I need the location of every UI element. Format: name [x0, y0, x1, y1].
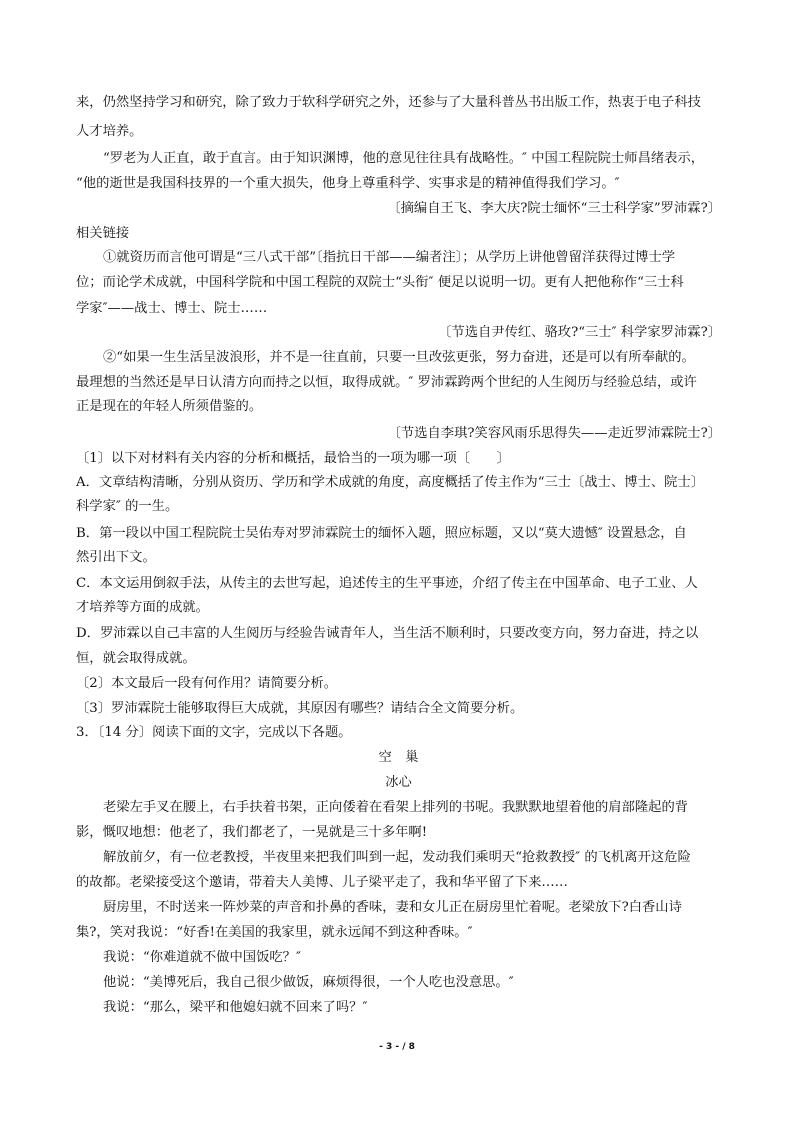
option-c: C．本文运用倒叙手法，从传主的去世写起，追述传主的生平事迹，介绍了传主在中国革命、电子工业、人 [76, 576, 698, 591]
text-line: 最理想的当然还是早日认清方向而持之以恒，取得成就。″ 罗沛霖跨两个世纪的人生阅历与经验总结，或许 [76, 375, 697, 390]
section-heading: 相关链接 [76, 226, 130, 241]
source-citation: 〔摘编自王飞、李大庆?院士缅怀“三士科学家”罗沛霖?〕 [387, 201, 721, 216]
option-d: 恒，就会取得成就。 [76, 651, 196, 666]
text-line: 的故都。老梁接受这个邀请，带着夫人美博、儿子梁平走了，我和华平留了下来…… [76, 875, 568, 890]
question-text: 〔3〕罗沛霖院士能够取得巨大成就，其原因有哪些？请结合全文简要分析。 [76, 701, 524, 716]
story-title: 空 巢 [378, 750, 419, 765]
question-text: 〔1〕以下对材料有关内容的分析和概括，最恰当的一项为哪一项〔 〕 [76, 451, 510, 466]
text-line: ①就资历而言他可谓是“三八式干部”〔指抗日干部——编者注〕；从学历上讲他曾留洋获得过博士学 [103, 250, 676, 265]
text-line: 解放前夕，有一位老教授，半夜里来把我们叫到一起，发动我们乘明天“抢救教授″ 的飞机离开这危险 [103, 850, 691, 865]
text-line: 人才培养。 [76, 124, 143, 139]
text-line: 学家″——战士、博士、院士…… [76, 301, 268, 316]
source-citation: 〔节选自尹传红、骆玫?“三士″ 科学家罗沛霖?〕 [438, 325, 721, 340]
text-line: 正是现在的年轻人所须借鉴的。 [76, 399, 263, 414]
text-line: 老梁左手叉在腰上，右手扶着书架，正向倭着在看架上排列的书呢。我默默地望着他的肩部隆起的背 [103, 800, 689, 815]
story-author: 冰心 [385, 775, 412, 790]
text-line: 来，仍然坚持学习和研究，除了致力于软科学研究之外，还参与了大量科普丛书出版工作，热衷于电子科技 [76, 95, 701, 110]
text-line: 集?，笑对我说：“好香!在美国的我家里，就永远闻不到这种香味。″ [76, 925, 473, 940]
text-line: 我说：“你难道就不做中国饭吃？″ [103, 950, 301, 965]
text-line: ②“如果一生生活呈波浪形，并不是一往直前，只要一旦改弦更张，努力奋进，还是可以有所奉献的。 [103, 350, 695, 365]
option-a: A．文章结构清晰，分别从资历、学历和学术成就的角度，高度概括了传主作为“三士〔战士、博士、院士〕 [76, 475, 705, 490]
text-line: 影，慨叹地想：他老了，我们都老了，一晃就是三十多年啊! [76, 825, 428, 840]
page-number: - 3 - / 8 [379, 1042, 415, 1052]
text-line: “罗老为人正直，敢于直言。由于知识渊博，他的意见往往具有战略性。″ 中国工程院院士师昌绪表示， [103, 151, 705, 166]
text-line: 厨房里，不时送来一阵炒菜的声音和扑鼻的香味，妻和女儿正在厨房里忙着呢。老梁放下?白香山诗 [103, 900, 682, 915]
text-line: 我说：“那么，梁平和他媳妇就不回来了吗？″ [103, 1000, 368, 1015]
option-b: 然引出下文。 [76, 550, 156, 565]
text-line: 位；而论学术成就，中国科学院和中国工程院的双院士“头衔″ 便足以说明一切。更有人把他称作“三士科 [76, 275, 684, 290]
option-a: 科学家″ 的一生。 [76, 499, 179, 514]
text-line: “他的逝世是我国科技界的一个重大损失，他身上尊重科学、实事求是的精神值得我们学习。″ [76, 176, 620, 191]
option-b: B．第一段以中国工程院院士吴佑寿对罗沛霖院士的缅怀入题，照应标题，又以“莫大遗憾″ 设置悬念，自 [76, 526, 687, 541]
question-text: 〔2〕本文最后一段有何作用？请简要分析。 [76, 676, 338, 691]
text-line: 他说：“美博死后，我自己很少做饭，麻烦得很，一个人吃也没意思。″ [103, 975, 514, 990]
option-d: D．罗沛霖以自己丰富的人生阅历与经验告诫青年人，当生活不顺利时，只要改变方向，努力奋进，持之以 [76, 626, 699, 641]
source-citation: 〔节选自李琪?笑容风雨乐思得失——走近罗沛霖院士?〕 [387, 426, 721, 441]
question-text: 3．〔14 分〕阅读下面的文字，完成以下各题。 [76, 725, 352, 740]
option-c: 才培养等方面的成就。 [76, 600, 209, 615]
